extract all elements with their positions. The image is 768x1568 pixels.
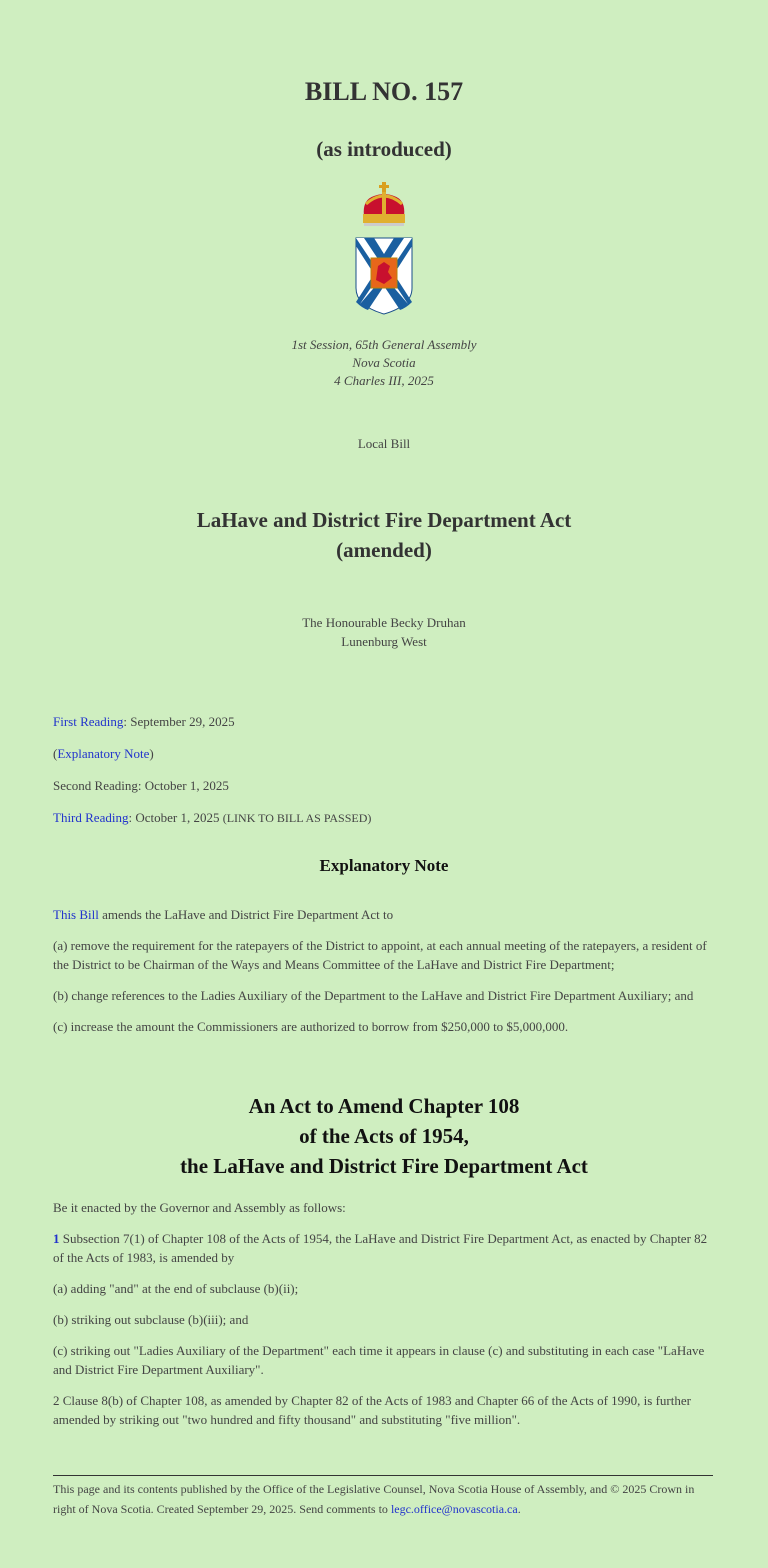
- enacting-clause: Be it enacted by the Governor and Assembly as follows:: [53, 1200, 346, 1215]
- sponsor-name: The Honourable Becky Druhan: [302, 615, 466, 630]
- section-1: 1 Subsection 7(1) of Chapter 108 of the Acts of 1954, the LaHave and District Fire Department Act, as enacted by Chapter 82 of the Acts of 1983, is amended by: [53, 1231, 708, 1265]
- page-footer: This page and its contents published by the Office of the Legislative Counsel, Nova Scotia House of Assembly, and © 2025 Crown in right of Nova Scotia. Created September 29, 2025. Send comments to legc.office@novascotia.ca.: [53, 1475, 713, 1519]
- footer-email-link[interactable]: legc.office@novascotia.ca: [390, 1502, 518, 1516]
- bill-title-line: LaHave and District Fire Department Act: [196, 508, 572, 532]
- explanatory-item-b: (b) change references to the Ladies Auxiliary of the Department to the LaHave and District Fire Department Auxiliary; and: [53, 988, 694, 1003]
- second-reading: Second Reading: October 1, 2025: [53, 778, 229, 793]
- regnal-year-line: 4 Charles III, 2025: [334, 373, 434, 388]
- act-title-line: of the Acts of 1954,: [299, 1124, 469, 1148]
- section-1-clause-a: (a) adding "and" at the end of subclause (b)(ii);: [53, 1281, 299, 1296]
- section-1-number[interactable]: 1: [53, 1231, 60, 1246]
- footer-text: This page and its contents published by the Office of the Legislative Counsel, Nova Scotia House of Assembly, and © 2025 Crown in right of Nova Scotia. Created September 29, 2025. Send comments to: [53, 1482, 695, 1516]
- section-1-clause-c: (c) striking out "Ladies Auxiliary of the Department" each time it appears in clause (c) and substituting in each case "LaHave and District Fire Department Auxiliary".: [53, 1343, 705, 1377]
- bill-type: Local Bill: [357, 436, 411, 451]
- bill-title-line: (amended): [336, 538, 432, 562]
- this-bill-link[interactable]: This Bill: [53, 907, 99, 922]
- third-reading-link[interactable]: Third Reading: [53, 810, 129, 825]
- bill-title: [0, 505, 768, 565]
- nova-scotia-coat-of-arms-icon: [354, 180, 414, 318]
- explanatory-note-body: [53, 905, 713, 1048]
- explanatory-note-row: (Explanatory Note): [53, 746, 154, 761]
- explanatory-note-heading: Explanatory Note: [319, 856, 449, 875]
- first-reading: First Reading: September 29, 2025: [53, 714, 235, 729]
- section-1-clause-b: (b) striking out subclause (b)(iii); and: [53, 1312, 249, 1327]
- session-info: [0, 336, 768, 390]
- explanatory-intro: This Bill amends the LaHave and District Fire Department Act to: [53, 907, 394, 922]
- explanatory-item-c: (c) increase the amount the Commissioners are authorized to borrow from $250,000 to $5,000,000.: [53, 1019, 569, 1034]
- section-2: 2 Clause 8(b) of Chapter 108, as amended by Chapter 82 of the Acts of 1983 and Chapter 66 of the Acts of 1990, is further amended by striking out "two hundred and fifty thousand" and substituting "five million".: [53, 1393, 691, 1427]
- bill-number: BILL NO. 157: [304, 77, 464, 106]
- sponsor: [0, 613, 768, 651]
- bill-as-passed-text: (LINK TO BILL AS PASSED): [222, 811, 372, 825]
- session-line: 1st Session, 65th General Assembly: [291, 337, 477, 352]
- province-line: Nova Scotia: [352, 355, 416, 370]
- bill-status: (as introduced): [316, 137, 452, 161]
- act-title: [0, 1091, 768, 1181]
- act-title-line: the LaHave and District Fire Department Act: [180, 1154, 588, 1178]
- third-reading: Third Reading: October 1, 2025 (LINK TO BILL AS PASSED): [53, 810, 372, 825]
- act-title-line: An Act to Amend Chapter 108: [248, 1094, 520, 1118]
- readings-list: [53, 713, 713, 841]
- first-reading-link[interactable]: First Reading: [53, 714, 124, 729]
- act-body: [53, 1198, 713, 1441]
- sponsor-riding: Lunenburg West: [341, 634, 427, 649]
- explanatory-item-a: (a) remove the requirement for the ratepayers of the District to appoint, at each annual meeting of the ratepayers, a resident of the District to be Chairman of the Ways and Means Committee of the LaHave and District Fire Department;: [53, 938, 707, 972]
- explanatory-note-link[interactable]: Explanatory Note: [57, 746, 150, 761]
